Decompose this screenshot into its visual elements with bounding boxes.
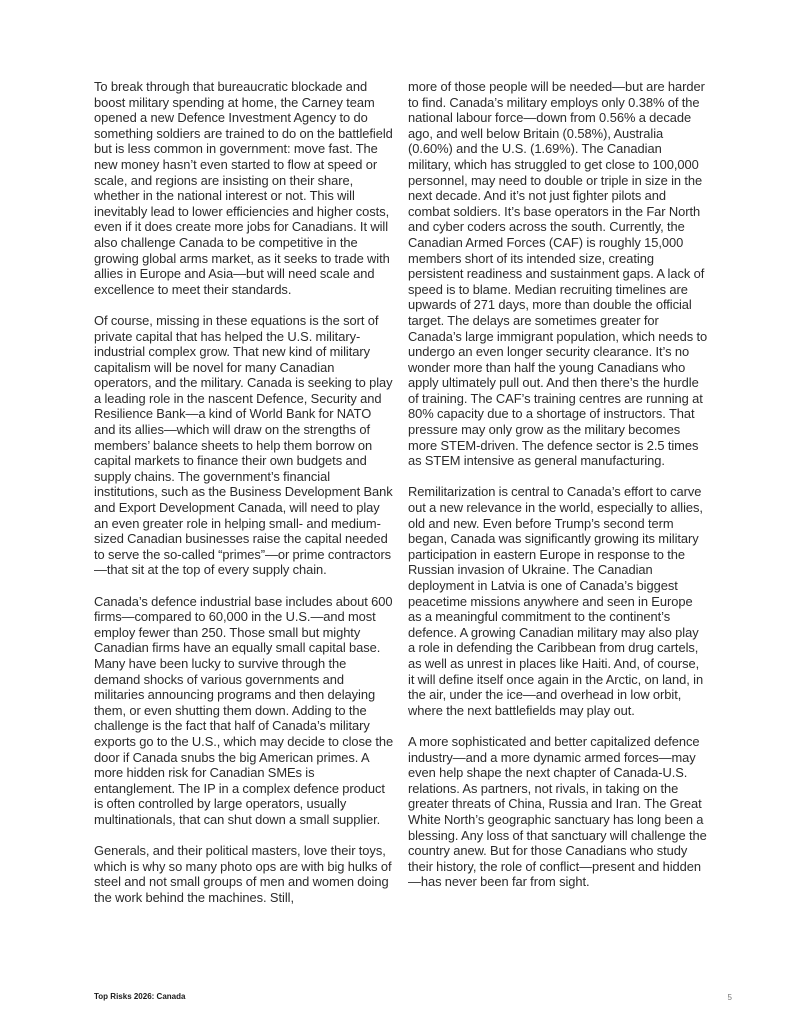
footer-title: Top Risks 2026: Canada: [94, 992, 186, 1001]
body-paragraph: Generals, and their political masters, love their toys, which is why so many photo ops are with big hulks of steel and not small groups of men and women doing the work behind the machines. Still,: [94, 843, 392, 905]
body-paragraph: Canada’s defence industrial base includes about 600 firms—compared to 60,000 in the U.S.—and most employ fewer than 250. Those small but mighty Canadian firms have an equally small capital base. Many have been lucky to survive through the demand shocks of various governments and militaries announcing programs and then delaying them, or even shutting them down. Adding to the challenge is the fact that half of Canada’s military exports go to the U.S., which may decide to close the door if Canada snubs the big American primes. A more hidden risk for Canadian SMEs is entanglement. The IP in a complex defence product is often controlled by large operators, usually multinationals, that can shut down a small supplier.: [94, 593, 394, 827]
body-paragraph: A more sophisticated and better capitalized defence industry—and a more dynamic armed forces—may even help shape the next chapter of Canada-U.S. relations. As partners, not rivals, in taking on the greater threats of China, Russia and Iran. The Great White North’s geographic sanctuary has long been a blessing. Any loss of that sanctuary will challenge the country anew. But for those Canadians who study their history, the role of conflict—present and hidden—has never been far from sight.: [408, 733, 707, 890]
body-paragraph: Remilitarization is central to Canada’s effort to carve out a new relevance in the world, especially to allies, old and new. Even before Trump’s second term began, Canada was significantly growing its military participation in eastern Europe in response to the Russian invasion of Ukraine. The Canadian deployment in Latvia is one of Canada’s biggest peacetime missions anywhere and seen in Europe as a meaningful commitment to the continent’s defence. A growing Canadian military may also play a role in defending the Caribbean from drug cartels, as well as unrest in places like Haiti. And, of course, it will define itself once again in the Arctic, on land, in the air, under the ice—and overhead in low orbit, where the next battlefields may play out.: [408, 484, 704, 718]
page-number: 5: [727, 993, 732, 1002]
right-column: [408, 79, 708, 890]
body-paragraph: more of those people will be needed—but are harder to find. Canada’s military employs only 0.38% of the national labour force—down from 0.56% a decade ago, and well below Britain (0.58%), Australia (0.60%) and the U.S. (1.69%). The Canadian military, which has struggled to get close to 100,000 personnel, may need to double or triple in size in the next decade. And it’s not just fighter pilots and combat soldiers. It’s base operators in the Far North and cyber coders across the south. Currently, the Canadian Armed Forces (CAF) is roughly 15,000 members short of its intended size, creating persistent readiness and sustainment gaps. A lack of speed is to blame. Median recruiting timelines are upwards of 271 days, more than double the official target. The delays are sometimes greater for Canada’s large immigrant population, which needs to undergo an even longer security clearance. It’s no wonder more than half the young Canadians who apply ultimately pull out. And then there’s the hurdle of training. The CAF’s training centres are running at 80% capacity due to a shortage of instructors. That pressure may only grow as the military becomes more STEM-driven. The defence sector is 2.5 times as STEM intensive as general manufacturing.: [408, 79, 708, 469]
body-paragraph: Of course, missing in these equations is the sort of private capital that has helped the U.S. military-industrial complex grow. That new kind of military capitalism will be novel for many Canadian operators, and the military. Canada is seeking to play a leading role in the nascent Defence, Security and Resilience Bank—a kind of World Bank for NATO and its allies—which will draw on the strengths of members’ balance sheets to help them borrow on capital markets to finance their own budgets and supply chains. The government’s financial institutions, such as the Business Development Bank and Export Development Canada, will need to play an even greater role in helping small- and medium-sized Canadian businesses raise the capital needed to serve the so-called “primes”—or prime contractors—that sit at the top of every supply chain.: [94, 312, 393, 578]
left-column: [94, 79, 394, 905]
body-paragraph: To break through that bureaucratic blockade and boost military spending at home, the Carney team opened a new Defence Investment Agency to do something soldiers are trained to do on the battlefield but is less common in government: move fast. The new money hasn’t even started to flow at speed or scale, and regions are insisting on their share, whether in the national interest or not. This will inevitably lead to lower efficiencies and higher costs, even if it does create more jobs for Canadians. It will also challenge Canada to be competitive in the growing global arms market, as it seeks to trade with allies in Europe and Asia—but will need scale and excellence to meet their standards.: [94, 79, 393, 297]
